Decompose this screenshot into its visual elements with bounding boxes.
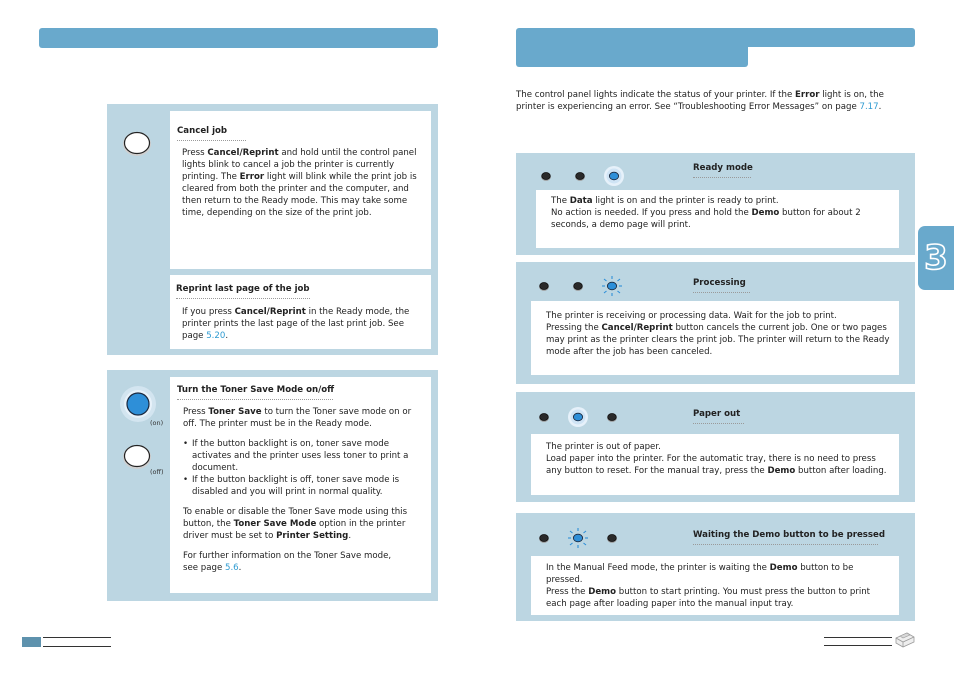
text-run: The printer is receiving or processing data. Wait for the job to print. bbox=[546, 311, 837, 321]
toner-bullet-1-text: If the button backlight is on, toner save mode activates and the printer uses less toner to print a document. bbox=[192, 439, 409, 473]
text-run: button to be pressed. bbox=[546, 563, 854, 585]
text-run: and hold until the control panel lights blink to cancel a job the printer is currently printing. The bbox=[182, 148, 417, 182]
status-ready-text-1 bbox=[551, 195, 886, 207]
status-processing-text-2 bbox=[546, 322, 891, 358]
status-waiting-text-1 bbox=[546, 562, 891, 586]
text-run: button cancels the current job. One or two pages may print as the printer clears the print job. The printer will return to the Ready mode after the job has been canceled. bbox=[546, 323, 890, 357]
text-run: in the Ready mode, the printer prints the last page of the last print job. See page bbox=[182, 307, 410, 341]
status-paperout-text-2 bbox=[546, 453, 891, 477]
text-run: The bbox=[551, 196, 570, 206]
text-run: button after loading. bbox=[795, 466, 887, 476]
text-run: button for about 2 seconds, a demo page will print. bbox=[551, 208, 861, 230]
error-lamp-icon bbox=[531, 527, 557, 553]
status-processing-text-1 bbox=[546, 310, 891, 322]
text-run: Demo bbox=[769, 563, 798, 573]
left-header-bar bbox=[39, 28, 438, 48]
text-run: The control panel lights indicate the status of your printer. If the bbox=[516, 90, 795, 100]
page-link[interactable]: 5.20 bbox=[206, 331, 226, 341]
text-run: Load paper into the printer. For the automatic tray, there is no need to press any button to reset. For the manual tray, press the bbox=[546, 454, 876, 476]
status-ready-text-2 bbox=[551, 207, 886, 231]
text-run: light is on, the printer is experiencing an error. See “Troubleshooting Error Messages” on page bbox=[516, 90, 884, 112]
status-ready-card bbox=[536, 190, 899, 248]
data-lamp-icon bbox=[601, 165, 627, 191]
status-paperout-text-1 bbox=[546, 441, 891, 453]
toner-save-lamp-icon bbox=[565, 275, 591, 301]
status-ready-panel bbox=[516, 153, 915, 255]
text-run: Error bbox=[239, 172, 265, 182]
right-footer-rule bbox=[824, 637, 892, 646]
toner-save-card bbox=[170, 377, 431, 593]
toner-save-text-3 bbox=[183, 550, 395, 574]
status-processing-panel bbox=[516, 262, 915, 384]
status-processing-card bbox=[531, 301, 899, 375]
error-lamp-icon bbox=[533, 165, 559, 191]
page-link[interactable]: 5.6 bbox=[224, 563, 239, 573]
status-processing-title: Processing bbox=[693, 277, 750, 293]
cancel-reprint-panel bbox=[107, 104, 438, 355]
text-run: If you press bbox=[182, 307, 235, 317]
chapter-number: 3 bbox=[924, 238, 948, 278]
reprint-title: Reprint last page of the job bbox=[176, 283, 310, 299]
text-run: button to start printing. You must press the button to print each page after loading paper into the manual input tray. bbox=[546, 587, 871, 609]
status-ready-title: Ready mode bbox=[693, 162, 751, 178]
cancel-job-title: Cancel job bbox=[177, 125, 246, 141]
cancel-reprint-button-icon bbox=[121, 131, 155, 159]
text-run: In the Manual Feed mode, the printer is waiting the bbox=[546, 563, 770, 573]
chapter-tab bbox=[918, 226, 954, 290]
left-footer-block bbox=[22, 637, 41, 647]
text-run: Error bbox=[794, 90, 820, 100]
text-run: Toner Save Mode bbox=[233, 519, 317, 529]
status-paperout-panel bbox=[516, 392, 915, 502]
data-lamp-icon bbox=[599, 406, 625, 432]
text-run: Press the bbox=[546, 587, 589, 597]
text-run: option in the printer driver must be set to bbox=[183, 519, 406, 541]
text-run: Demo bbox=[767, 466, 796, 476]
reprint-text bbox=[182, 306, 422, 342]
text-run: Pressing the bbox=[546, 323, 602, 333]
data-lamp-icon bbox=[599, 527, 625, 553]
text-run: Cancel/Reprint bbox=[601, 323, 673, 333]
cancel-job-card bbox=[170, 111, 431, 269]
toner-save-lamp-icon bbox=[565, 406, 591, 432]
toner-bullet-2: • If the button backlight is off, toner save mode is disabled and you will print in normal quality. bbox=[183, 474, 421, 498]
on-caption: (on) bbox=[150, 419, 164, 427]
text-run: For further information on the Toner Save mode, see page bbox=[183, 551, 392, 573]
text-run: light will blink while the print job is cleared from both the printer and the computer, and then return to the Ready mode. This may take some time, depending on the size of the print job. bbox=[182, 172, 417, 218]
text-run: Cancel/Reprint bbox=[234, 307, 306, 317]
text-run: Demo bbox=[588, 587, 617, 597]
status-waiting-panel bbox=[516, 513, 915, 621]
toner-bullet-2-text: If the button backlight is off, toner save mode is disabled and you will print in normal quality. bbox=[192, 475, 400, 497]
text-run: Printer Setting bbox=[276, 531, 349, 541]
cancel-job-text bbox=[182, 147, 420, 219]
text-run: . bbox=[348, 531, 352, 541]
printer-icon bbox=[893, 629, 917, 649]
toner-save-text-2 bbox=[183, 506, 421, 542]
text-run: Press bbox=[182, 148, 208, 158]
data-lamp-icon bbox=[599, 275, 625, 301]
error-lamp-icon bbox=[531, 275, 557, 301]
page-link[interactable]: 7.17 bbox=[859, 102, 879, 112]
text-run: Cancel/Reprint bbox=[207, 148, 279, 158]
text-run: Press bbox=[183, 407, 209, 417]
status-waiting-title: Waiting the Demo button to be pressed bbox=[693, 529, 878, 545]
text-run: . bbox=[225, 331, 229, 341]
text-run: . bbox=[878, 102, 882, 112]
error-lamp-icon bbox=[531, 406, 557, 432]
text-run: No action is needed. If you press and hold the bbox=[551, 208, 752, 218]
toner-save-lamp-icon bbox=[567, 165, 593, 191]
right-header-tab bbox=[516, 40, 748, 67]
status-waiting-text-2 bbox=[546, 586, 891, 610]
text-run: To enable or disable the Toner Save mode using this button, the bbox=[183, 507, 408, 529]
text-run: The printer is out of paper. bbox=[546, 442, 661, 452]
toner-save-text-1 bbox=[183, 406, 421, 430]
toner-save-lamp-icon bbox=[565, 527, 591, 553]
text-run: Toner Save bbox=[208, 407, 262, 417]
left-footer-rule bbox=[43, 637, 111, 647]
toner-save-panel bbox=[107, 370, 438, 601]
text-run: to turn the Toner save mode on or off. The printer must be in the Ready mode. bbox=[183, 407, 412, 429]
status-paperout-card bbox=[531, 434, 899, 495]
toner-save-title: Turn the Toner Save Mode on/off bbox=[177, 384, 333, 400]
toner-bullet-1: • If the button backlight is on, toner save mode activates and the printer uses less toner to print a document. bbox=[183, 438, 421, 474]
text-run: Data bbox=[569, 196, 593, 206]
status-waiting-card bbox=[531, 556, 899, 615]
intro-text bbox=[516, 89, 914, 113]
status-paperout-title: Paper out bbox=[693, 408, 744, 424]
text-run: . bbox=[238, 563, 242, 573]
text-run: Demo bbox=[751, 208, 780, 218]
text-run: light is on and the printer is ready to print. bbox=[592, 196, 779, 206]
off-caption: (off) bbox=[150, 468, 164, 476]
toner-save-body bbox=[183, 406, 421, 574]
reprint-card bbox=[170, 275, 431, 349]
